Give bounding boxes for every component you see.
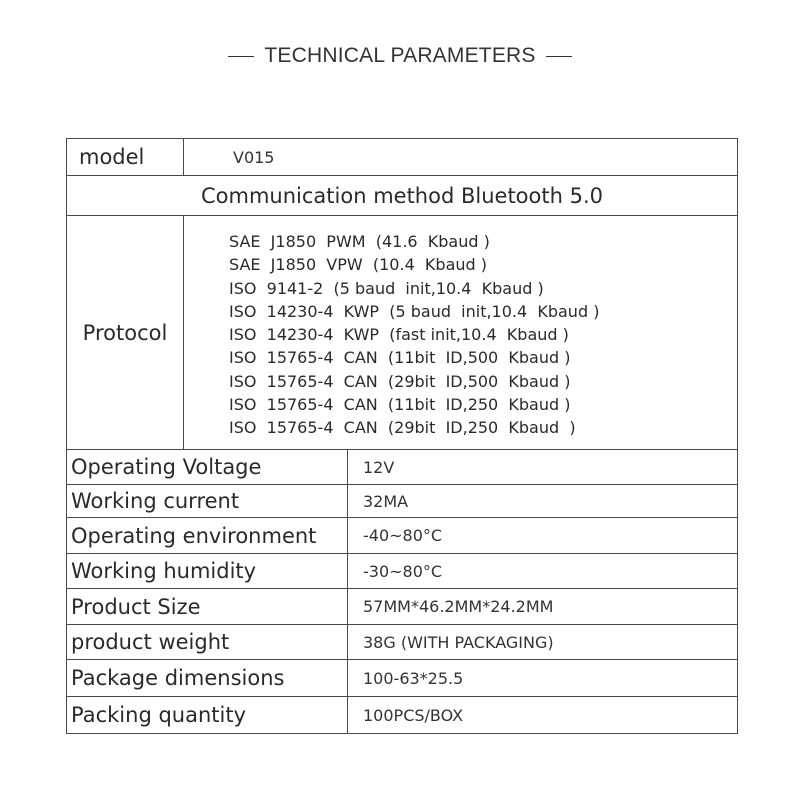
heading-right-dash [546,56,572,57]
spec-row-working-current [67,485,737,518]
spec-divider [347,554,348,588]
protocol-item: ISO 14230-4 KWP (5 baud init,10.4 Kbaud ) [229,301,600,321]
spec-value: -30~80°C [363,561,443,581]
model-label: model [79,145,145,169]
spec-label: Packing quantity [71,703,246,727]
spec-label: Operating Voltage [71,455,262,479]
heading-left-dash [228,56,254,57]
spec-value: 12V [363,457,395,477]
spec-value: -40~80°C [363,526,443,545]
spec-divider [347,518,348,553]
protocol-item: ISO 15765-4 CAN (11bit ID,250 Kbaud ) [229,395,571,415]
spec-label: Working humidity [71,559,257,583]
protocol-item: ISO 9141-2 (5 baud init,10.4 Kbaud ) [229,278,544,298]
spec-row-operating-environment [67,518,737,554]
spec-label: product weight [71,630,230,654]
protocol-item: ISO 15765-4 CAN (11bit ID,500 Kbaud ) [229,348,571,368]
spec-value: 57MM*46.2MM*24.2MM [363,597,554,616]
spec-value: 100-63*25.5 [363,668,464,688]
protocol-item: SAE J1850 PWM (41.6 Kbaud ) [229,232,490,251]
model-divider [183,139,184,175]
communication-row [67,176,737,216]
page-heading [0,40,800,72]
spec-table [66,138,738,734]
spec-label: Product Size [71,594,201,619]
spec-label: Operating environment [71,523,317,548]
spec-row-packing-quantity [67,697,737,733]
protocol-item: ISO 15765-4 CAN (29bit ID,250 Kbaud ) [229,418,576,438]
spec-label: Working current [71,489,240,513]
spec-value: 38G (WITH PACKAGING) [363,632,554,652]
spec-value: 32MA [363,491,409,511]
spec-row-product-weight [67,625,737,660]
page-title: TECHNICAL PARAMETERS [264,44,536,67]
spec-divider [347,485,348,517]
protocol-item: ISO 15765-4 CAN (29bit ID,500 Kbaud ) [229,371,571,391]
protocol-divider [183,216,184,449]
protocol-item: SAE J1850 VPW (10.4 Kbaud ) [229,255,487,275]
spec-value: 100PCS/BOX [363,705,464,725]
spec-divider [347,589,348,624]
spec-row-operating-voltage [67,450,737,485]
spec-divider [347,450,348,484]
protocol-list [229,230,737,440]
spec-row-product-size [67,589,737,625]
protocol-label: Protocol [82,320,168,345]
spec-divider [347,697,348,733]
spec-divider [347,625,348,659]
model-row [67,139,737,176]
protocol-item: ISO 14230-4 KWP (fast init,10.4 Kbaud ) [229,325,569,345]
spec-row-package-dimensions [67,660,737,697]
spec-label: Package dimensions [71,666,285,690]
model-value: V015 [233,147,275,167]
communication-method: Communication method Bluetooth 5.0 [201,183,603,208]
spec-divider [347,660,348,696]
protocol-row [67,216,737,450]
spec-row-working-humidity [67,554,737,589]
